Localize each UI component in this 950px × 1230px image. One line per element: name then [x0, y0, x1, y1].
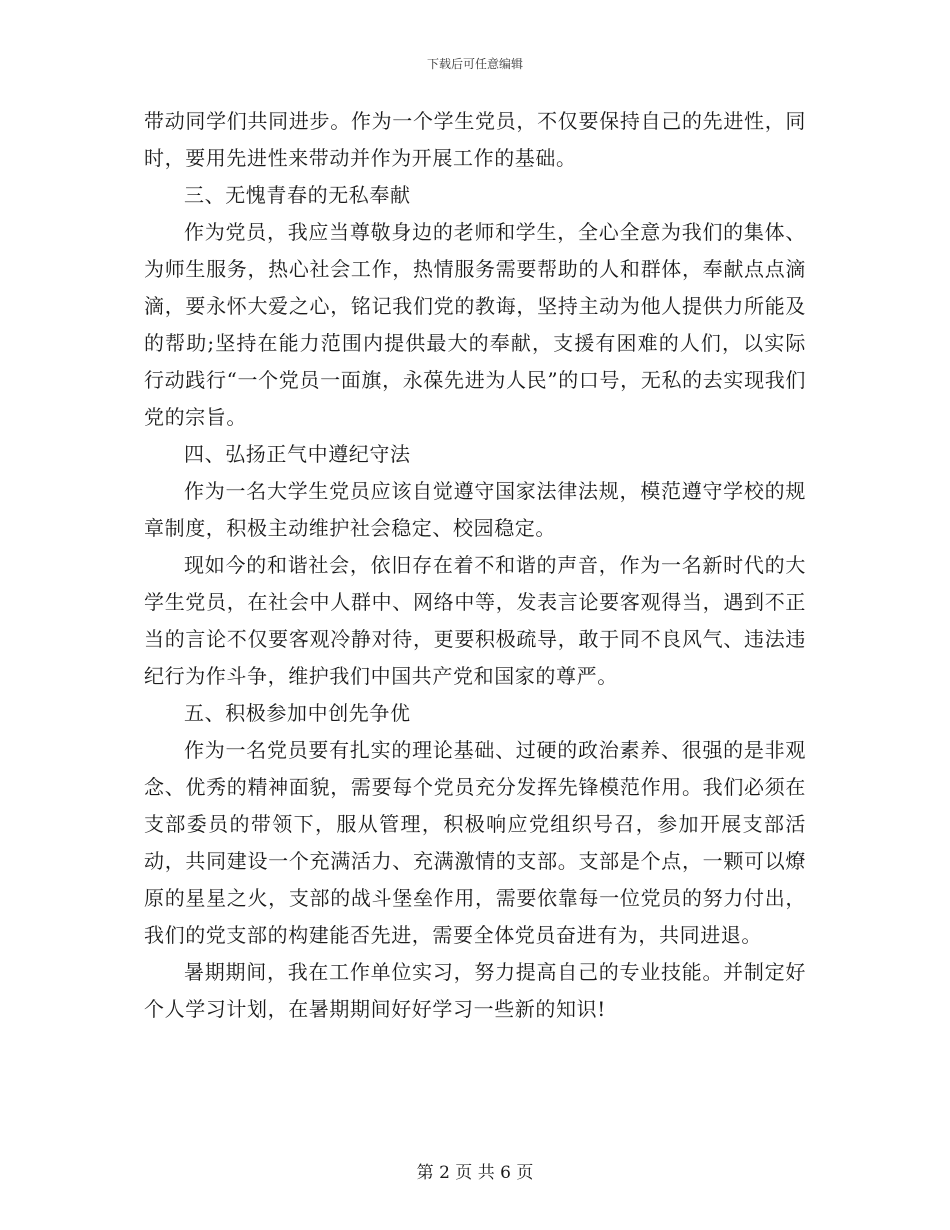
paragraph-law-abiding: 作为一名大学生党员应该自觉遵守国家法律法规，模范遵守学校的规章制度，积极主动维护社会稳定、校园稳定。 — [144, 479, 806, 540]
paragraph-excellence: 作为一名党员要有扎实的理论基础、过硬的政治素养、很强的是非观念、优秀的精神面貌，需要每个党员充分发挥先锋模范作用。我们必须在支部委员的带领下，服从管理，积极响应党组织号召，参加开展支部活动，共同建设一个充满活力、充满激情的支部。支部是个点，一颗可以燎原的星星之火，支部的战斗堡垒作用，需要依靠每一位党员的努力付出，我们的党支部的构建能否先进，需要全体党员奋进有为，共同进退。 — [144, 738, 806, 947]
section-heading-4: 四、弘扬正气中遵纪守法 — [184, 442, 411, 466]
page-header: 下载后可任意编辑 — [426, 57, 523, 71]
paragraph-continuation: 带动同学们共同进步。作为一个学生党员，不仅要保持自己的先进性，同时，要用先进性来带动并作为开展工作的基础。 — [144, 109, 806, 170]
section-heading-5: 五、积极参加中创先争优 — [184, 701, 411, 725]
paragraph-dedication: 作为党员，我应当尊敬身边的老师和学生，全心全意为我们的集体、为师生服务，热心社会工作，热情服务需要帮助的人和群体，奉献点点滴滴，要永怀大爱之心，铭记我们党的教诲，坚持主动为他人提供力所能及的帮助;坚持在能力范围内提供最大的奉献，支援有困难的人们，以实际行动践行“一个党员一面旗，永葆先进为人民”的口号，无私的去实现我们党的宗旨。 — [144, 220, 806, 429]
paragraph-harmony: 现如今的和谐社会，依旧存在着不和谐的声音，作为一名新时代的大学生党员，在社会中人群中、网络中等，发表言论要客观得当，遇到不正当的言论不仅要客观冷静对待，更要积极疏导，敢于同不良风气、违法违纪行为作斗争，维护我们中国共产党和国家的尊严。 — [144, 553, 806, 688]
page-number: 第 2 页 共 6 页 — [416, 1163, 534, 1183]
paragraph-summer: 暑期期间，我在工作单位实习，努力提高自己的专业技能。并制定好个人学习计划，在暑期期间好好学习一些新的知识! — [144, 960, 806, 1021]
section-heading-3: 三、无愧青春的无私奉献 — [184, 183, 411, 207]
document-body — [144, 103, 806, 1028]
